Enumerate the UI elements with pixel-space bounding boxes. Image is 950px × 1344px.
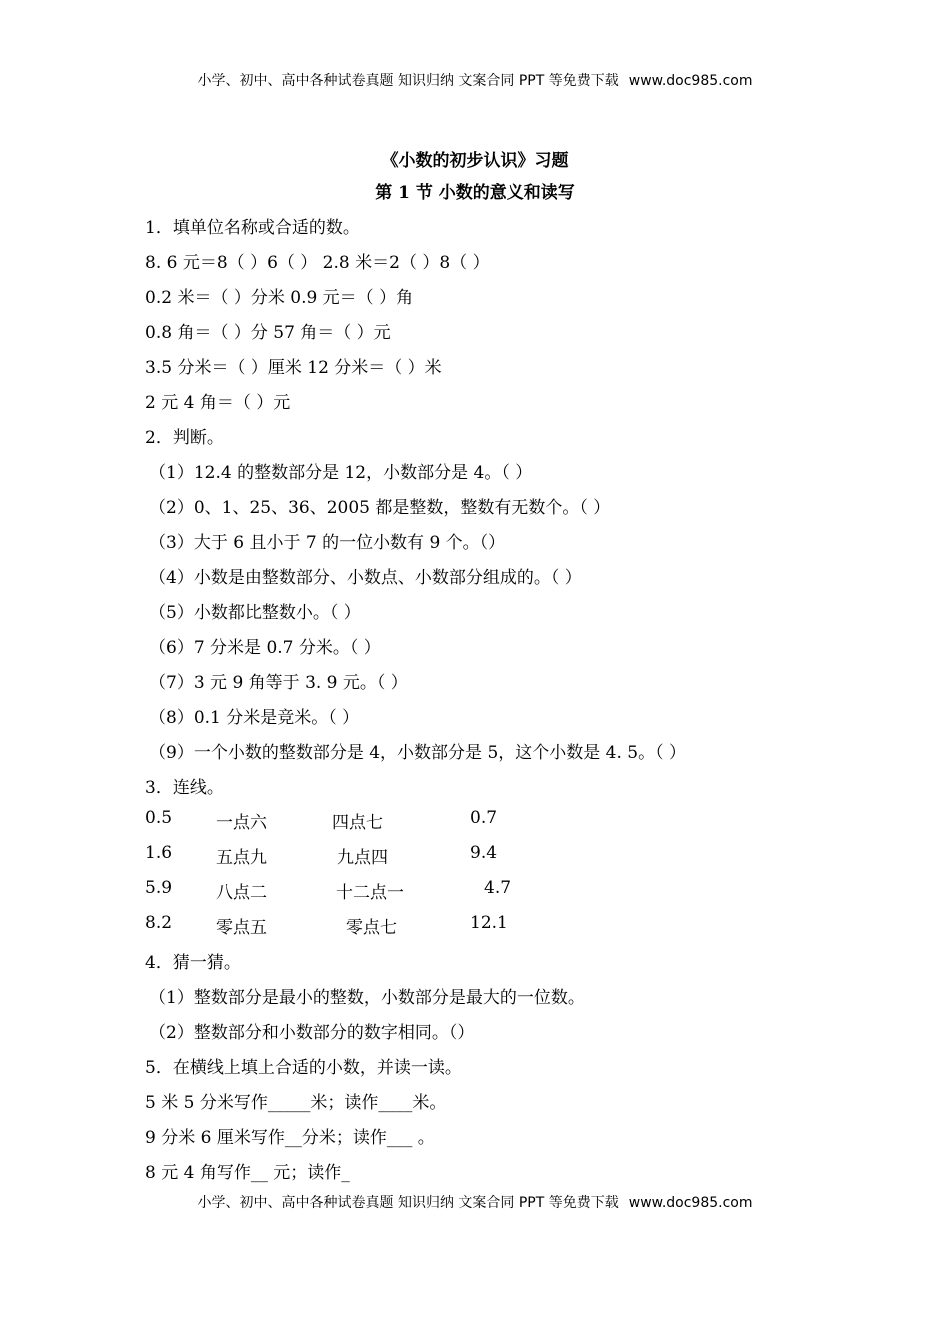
footer-site: www.doc985.com: [628, 1195, 753, 1211]
q3-cell: 零点七: [346, 918, 397, 938]
q5-line: 8 元 4 角写作__ 元；读作_: [145, 1163, 350, 1183]
q2-item: （5）小数都比整数小。（ ）: [149, 603, 361, 623]
q2-item: （4）小数是由整数部分、小数点、小数部分组成的。（ ）: [149, 568, 582, 588]
page-footer: [0, 1192, 950, 1212]
q3-cell: 零点五: [216, 918, 267, 938]
q4-heading: 4．猜一猜。: [145, 953, 241, 973]
q1-line: 0.8 角＝（ ）分 57 角＝（ ）元: [145, 323, 391, 343]
q3-cell: 0.5: [145, 808, 173, 828]
q3-cell: 5.9: [145, 878, 173, 898]
doc-subtitle: 第 1 节 小数的意义和读写: [375, 183, 575, 203]
q2-item: （1）12.4 的整数部分是 12，小数部分是 4。（ ）: [149, 463, 533, 483]
q4-item: （2）整数部分和小数部分的数字相同。（）: [149, 1023, 475, 1043]
q1-heading: 1．填单位名称或合适的数。: [145, 218, 360, 238]
q3-cell: 五点九: [216, 848, 267, 868]
q3-cell: 4.7: [484, 878, 512, 898]
q3-cell: 1.6: [145, 843, 173, 863]
header-text: 小学、初中、高中各种试卷真题 知识归纳 文案合同 PPT 等免费下载: [197, 73, 619, 89]
q2-item: （9）一个小数的整数部分是 4，小数部分是 5，这个小数是 4. 5。（ ）: [149, 743, 687, 763]
header-site: www.doc985.com: [628, 73, 753, 89]
q5-line: 5 米 5 分米写作_____米；读作____米。: [145, 1093, 447, 1113]
page-header: [0, 70, 950, 90]
q3-cell: 8.2: [145, 913, 173, 933]
q4-item: （1）整数部分是最小的整数，小数部分是最大的一位数。: [149, 988, 585, 1008]
q3-heading: 3．连线。: [145, 778, 224, 798]
q2-item: （7）3 元 9 角等于 3. 9 元。（ ）: [149, 673, 408, 693]
q3-cell: 八点二: [216, 883, 267, 903]
q2-item: （6）7 分米是 0.7 分米。（ ）: [149, 638, 381, 658]
q1-line: 2 元 4 角＝（ ）元: [145, 393, 291, 413]
q1-line: 8. 6 元＝8（ ）6（ ） 2.8 米＝2（ ）8（ ）: [145, 253, 490, 273]
q2-item: （3）大于 6 且小于 7 的一位小数有 9 个。（）: [149, 533, 506, 553]
q3-cell: 十二点一: [336, 883, 404, 903]
q3-cell: 0.7: [470, 808, 498, 828]
q3-cell: 九点四: [337, 848, 388, 868]
doc-title: 《小数的初步认识》习题: [381, 151, 569, 171]
q1-line: 0.2 米＝（ ）分米 0.9 元＝（ ）角: [145, 288, 414, 308]
q5-line: 9 分米 6 厘米写作__分米；读作___ 。: [145, 1128, 435, 1148]
q2-item: （2）0、1、25、36、2005 都是整数，整数有无数个。（ ）: [149, 498, 611, 518]
q3-cell: 9.4: [470, 843, 498, 863]
q2-heading: 2．判断。: [145, 428, 224, 448]
q2-item: （8）0.1 分米是竞米。（ ）: [149, 708, 360, 728]
q1-line: 3.5 分米＝（ ）厘米 12 分米＝（ ）米: [145, 358, 442, 378]
q3-cell: 12.1: [470, 913, 508, 933]
q3-cell: 四点七: [332, 813, 383, 833]
footer-text: 小学、初中、高中各种试卷真题 知识归纳 文案合同 PPT 等免费下载: [197, 1195, 619, 1211]
q3-cell: 一点六: [216, 813, 267, 833]
q5-heading: 5．在横线上填上合适的小数，并读一读。: [145, 1058, 462, 1078]
